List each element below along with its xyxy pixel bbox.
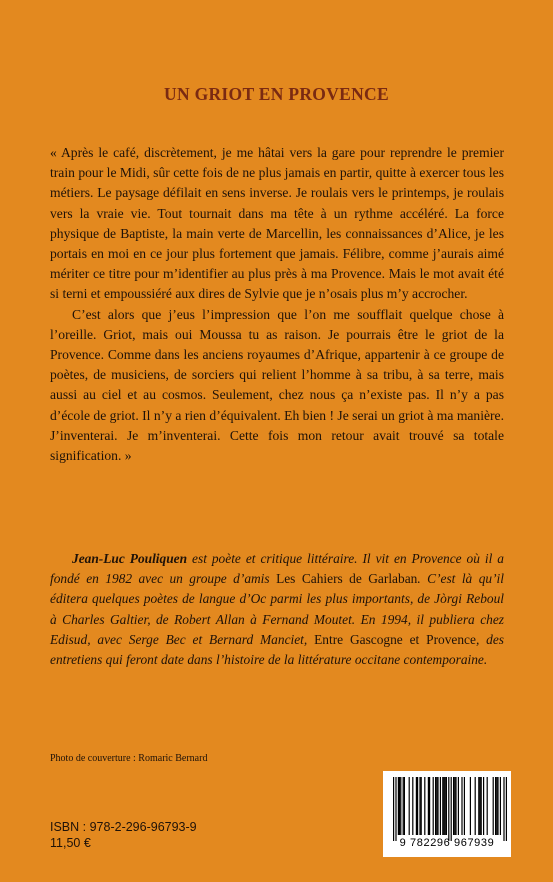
barcode-bar: [440, 777, 441, 835]
author-bio: [50, 549, 504, 670]
barcode-bar: [500, 777, 501, 835]
barcode-digits: 9 782296 967939: [399, 837, 495, 849]
barcode-bar: [451, 777, 452, 841]
barcode-bar: [506, 777, 507, 841]
quote-block: [50, 143, 504, 466]
book-reference: Entre Gascogne et Provence: [314, 631, 476, 647]
barcode-bar: [448, 777, 449, 841]
barcode-bar: [495, 777, 496, 835]
barcode-bar: [445, 777, 446, 835]
barcode-bar: [409, 777, 410, 835]
bio-text: est poète et critique littéraire. Il vit en Provence où il a fondé en 1982 avec un groupe d’amis: [50, 551, 504, 587]
barcode-bar: [461, 777, 462, 835]
barcode-bar: [487, 777, 488, 835]
barcode-bar: [395, 777, 396, 841]
barcode-bar: [458, 777, 459, 835]
barcode-bar: [412, 777, 413, 835]
barcode-bar: [428, 777, 429, 835]
photo-credit: Photo de couverture : Romaric Bernard: [50, 753, 208, 764]
barcode-bar: [417, 777, 418, 835]
bio-text: , des entretiens qui feront date dans l’histoire de la littérature occitane contemporaine.: [50, 631, 505, 668]
barcode-bar: [429, 777, 430, 835]
barcode-bar: [497, 777, 498, 835]
barcode-bar: [404, 777, 405, 835]
barcode-bar: [393, 777, 394, 841]
isbn-block: [50, 819, 197, 851]
barcode-bar: [470, 777, 471, 835]
quote-paragraph: « Après le café, discrètement, je me hâtai vers la gare pour reprendre le premier train pour le Midi, sûr cette fois de ne plus jamais en partir, quitte à exercer tous les métiers. Le paysage défilait en sens inverse. Je roulais vers le printemps, je roulais vers la vraie vie. Tout tournait dans ma tête à un rythme accéléré. La force physique de Baptiste, la main verte de Marcellin, les connaissances d’Alice, je les portais en moi en ce jour plus fortement que jamais. Félibre, comme j’aurais aimé mériter ce titre pour m’identifier au plus près à ma Provence. Mais le mot avait été si terni et empoussiéré aux dires de Sylvie que je n’osais plus m’y accrocher.: [50, 145, 504, 302]
author-name: Jean-Luc Pouliquen: [72, 551, 188, 566]
barcode-bar: [493, 777, 494, 835]
barcode-bar: [424, 777, 425, 835]
barcode-bar: [483, 777, 484, 835]
barcode-bar: [437, 777, 438, 835]
bio-text: . C’est là qu’il éditera quelques poètes de langue d’Oc parmi les plus importants, de Jòrgi Reboul à Charles Galtier, de Robert Allan à Fernand Moutet. En 1994, il publiera chez Edisud, avec Serge Bec et Bernard Manciet,: [50, 571, 504, 647]
barcode-bar: [496, 777, 497, 835]
quote-paragraph: C’est alors que j’eus l’impression que l’on me soufflait quelque chose à l’oreille. Griot, mais oui Moussa tu as raison. Je pourrais être le griot de la Provence. Comme dans les anciens royaumes d’Afrique, appartenir à ce groupe de poètes, de musiciens, de sorciers qui relient l’homme à sa tribu, à sa terre, mais aussi au ciel et au cosmos. Seulement, chez nous ça n’existe pas. Il n’y a pas d’école de griot. Il n’y a rien d’équivalent. Eh bien ! Je serai un griot à ma manière. J’inventerai. Je m’inventerai. Cette fois mon retour avait trouvé sa totale signification. »: [50, 306, 504, 464]
barcode-bar: [464, 777, 465, 835]
barcode-bar: [433, 777, 434, 835]
barcode-bar: [478, 777, 479, 835]
barcode-bar: [453, 777, 454, 835]
barcode-bar: [454, 777, 455, 835]
barcode-bar: [435, 777, 436, 835]
barcode-bar: [446, 777, 447, 835]
barcode-bar: [436, 777, 437, 835]
barcode-bar: [442, 777, 443, 835]
barcode-bar: [455, 777, 456, 835]
barcode-bar: [421, 777, 422, 835]
barcode-bar: [398, 777, 399, 835]
barcode-bar: [503, 777, 504, 841]
isbn-number: ISBN : 978-2-296-96793-9: [50, 820, 197, 834]
barcode-bar: [481, 777, 482, 835]
barcode: [383, 771, 511, 857]
barcode-bar: [479, 777, 480, 835]
barcode-bar: [475, 777, 476, 835]
barcode-bar: [399, 777, 400, 835]
barcode-bar: [443, 777, 444, 835]
barcode-bar: [419, 777, 420, 835]
price: 11,50 €: [50, 836, 91, 850]
barcode-bar: [400, 777, 401, 835]
barcode-bar: [416, 777, 417, 835]
book-title: UN GRIOT EN PROVENCE: [164, 84, 389, 104]
barcode-bar: [403, 777, 404, 835]
review-title: Les Cahiers de Garlaban: [276, 571, 418, 587]
